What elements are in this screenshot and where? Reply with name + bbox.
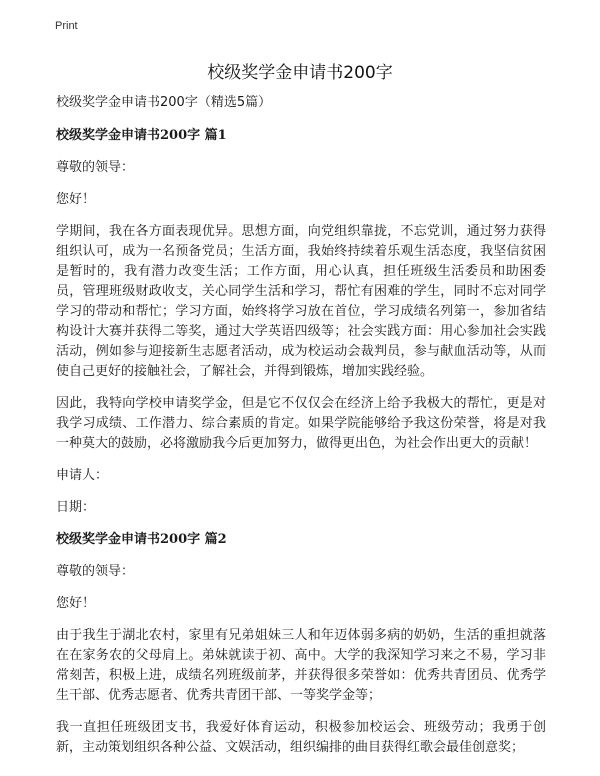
- document-title: 校级奖学金申请书200字: [207, 63, 393, 83]
- document-body: [56, 93, 546, 770]
- section-2: [56, 530, 546, 758]
- applicant-line: 申请人：: [56, 468, 109, 483]
- greeting: 您好！: [56, 192, 96, 207]
- print-link[interactable]: Print: [55, 20, 78, 32]
- body-paragraph: 由于我生于湖北农村，家里有兄弟姐妹三人和年迈体弱多病的奶奶，生活的重担就落在在家务农的父母肩上。弟妹就读于初、高中。大学的我深知学习来之不易，学习非常刻苦，积极上进，成绩名列班级前茅，并获得很多荣誉如：优秀共青团员、优秀学生干部、优秀志愿者、优秀共青团干部、一等奖学金等；: [56, 628, 546, 703]
- document-subtitle: 校级奖学金申请书200字（精选5篇）: [56, 95, 272, 110]
- salutation: 尊敬的领导：: [56, 564, 135, 579]
- section-heading: 校级奖学金申请书200字 篇1: [56, 128, 227, 143]
- greeting: 您好！: [56, 596, 96, 611]
- section-1: [56, 126, 546, 518]
- section-heading: 校级奖学金申请书200字 篇2: [56, 532, 227, 547]
- salutation: 尊敬的领导：: [56, 160, 135, 175]
- body-paragraph: 学期间，我在各方面表现优异。思想方面，向党组织靠拢，不忘党训，通过努力获得组织认可，成为一名预备党员；生活方面，我始终持续着乐观生活态度，我坚信贫困是暂时的，我有潜力改变生活；工作方面，用心认真，担任班级生活委员和助困委员，管理班级财政收支，关心同学生活和学习，帮忙有困难的学生，同时不忘对同学学习的带动和帮忙；学习方面，始终将学习放在首位，学习成绩名列第一，参加省结构设计大赛并获得二等奖，通过大学英语四级等；社会实践方面：用心参加社会实践活动，例如参与迎接新生志愿者活动，成为校运动会裁判员，参与献血活动等，从而使自己更好的接触社会，了解社会，并得到锻炼，增加实践经验。: [56, 224, 546, 379]
- body-paragraph: 我一直担任班级团支书，我爱好体育运动，积极参加校运会、班级劳动；我勇于创新，主动策划组织各种公益、文娱活动，组织编排的曲目获得红歌会最佳创意奖；: [56, 720, 546, 755]
- date-line: 日期：: [56, 500, 96, 515]
- body-paragraph: 因此，我特向学校申请奖学金，但是它不仅仅会在经济上给予我极大的帮忙，更是对我学习成绩、工作潜力、综合素质的肯定。如果学院能够给予我这份荣誉，将是对我一种莫大的鼓励，必将激励我今后更加努力，做得更出色，为社会作出更大的贡献！: [56, 396, 546, 451]
